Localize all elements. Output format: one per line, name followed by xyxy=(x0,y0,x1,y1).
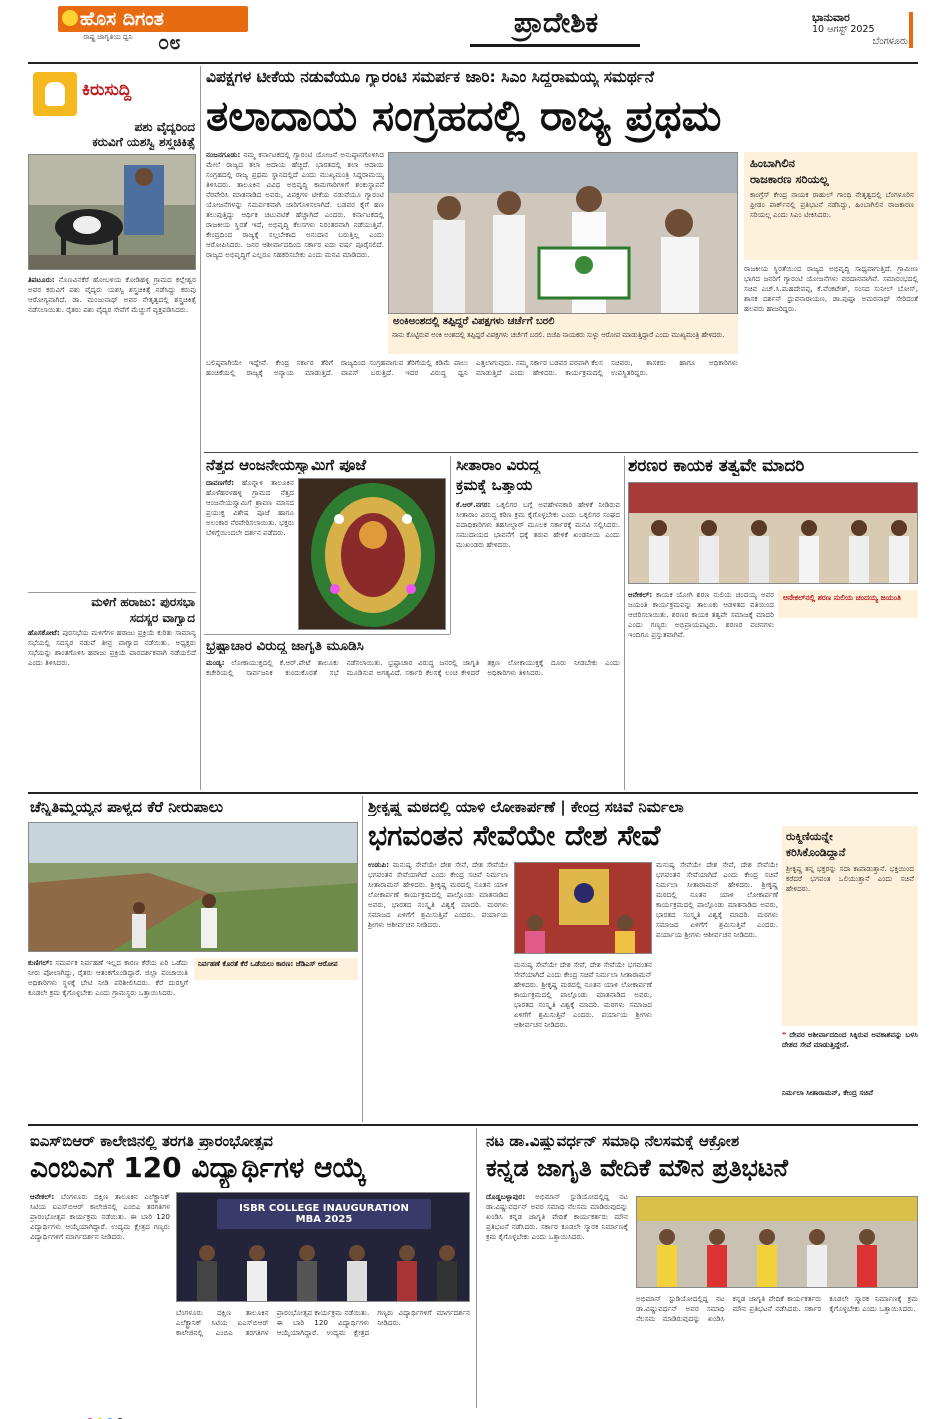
corruption-dateline: ಮಂಡ್ಯ: xyxy=(206,658,225,667)
chennamma-headline: ಚೆನ್ನಿತಿಮ್ಮಯ್ಯನ ಪಾಳ್ಯದ ಕೆರೆ ನೀರುಪಾಲು xyxy=(30,798,224,816)
cm-event-photo xyxy=(388,152,738,314)
anjaneya-text: ಹೊನ್ನಾಳಿ ತಾಲೂಕಿನ ಹೊಳೆಹರಳಹಳ್ಳಿ ಗ್ರಾಮದ ನೆತ್ತದ ಆಂಜನೇಯಸ್ವಾಮಿಗೆ ಶ್ರಾವಣ ಮಾಸದ ಪ್ರಯುಕ್ತ ವಿಶೇಷ ಪೂಜೆ ಹಾಗೂ ಅಲಂಕಾರ ನೆರವೇರಿಸಲಾಯಿತು. ಭಕ್ತರು ಬೆಳಿಗ್ಗೆಯಿಂದಲೇ ದರ್ಶನ ಪಡೆದರು. xyxy=(206,478,294,537)
vishnu-dateline: ದೊಡ್ಡಬಳ್ಳಾಪುರ: xyxy=(486,1192,526,1201)
krishna-photo xyxy=(514,862,652,954)
sharanara-dateline: ಆನೇಕಲ್: xyxy=(628,590,653,599)
isbr-kicker: ಐಎಸ್‌ಬಿಆರ್ ಕಾಲೇಜಿನಲ್ಲಿ ತರಗತಿ ಪ್ರಾರಂಭೋತ್ಸವ xyxy=(30,1132,273,1150)
divider xyxy=(204,634,450,635)
krishna-quote xyxy=(782,1030,918,1086)
krishna-sidebar-title-line2: ಕರಿಸಿಕೊಂಡಿದ್ದಾನೆ xyxy=(786,846,846,859)
story1-headline-line1: ಪಶು ವೈದ್ಯರಿಂದ xyxy=(134,120,195,134)
date-accent-bar xyxy=(909,12,913,48)
isbr-dateline: ಆನೇಕಲ್: xyxy=(30,1192,55,1201)
krishna-sidebar-body: ಶ್ರೀಕೃಷ್ಣ ತನ್ನ ಭಕ್ತರನ್ನು ಸದಾ ಕಾಪಾಡುತ್ತಾನೆ. ಭಕ್ತಿಯಿಂದ ಕರೆದರೆ ಭಗವಂತ ಒಲಿಯುತ್ತಾನೆ ಎಂದು ಸಚಿವೆ ಹೇಳಿದರು. xyxy=(786,864,914,893)
masthead-rule xyxy=(28,62,918,64)
corruption-headline: ಭ್ರಷ್ಟಾಚಾರ ವಿರುದ್ಧ ಜಾಗೃತಿ ಮೂಡಿಸಿ xyxy=(206,638,364,654)
krishna-kicker: ಶ್ರೀಕೃಷ್ಣ ಮಠದಲ್ಲಿ ಯಾಳಿ ಲೋಕಾರ್ಪಣೆ | ಕೇಂದ್ರ ಸಚಿವೆ ನಿರ್ಮಲಾ xyxy=(368,798,684,816)
sidebar-title-line2: ರಾಜಕಾರಣ ಸರಿಯಲ್ಲ xyxy=(750,172,829,186)
story2-body xyxy=(28,628,196,788)
lead-body2: ಬಲಿಷ್ಠವಾಗಿಯೇ ಇದ್ದೇವೆ. ಕೇಂದ್ರ ಸರ್ಕಾರ ತೆರಿಗೆ ಹಂಚಿಕೆಯಲ್ಲಿ ರಾಜ್ಯಕ್ಕೆ ಅನ್ಯಾಯ ಮಾಡುತ್ತಿದೆ. ರಾಜ್ಯದಿಂದ ಸಂಗ್ರಹವಾಗುವ ತೆರಿಗೆಯಲ್ಲಿ ಕಡಿಮೆ ಪಾಲು ವಾಪಸ್ ಬರುತ್ತಿದೆ. ಇದರ ವಿರುದ್ಧ ಧ್ವನಿ ಎತ್ತಲಾಗುವುದು. ನಮ್ಮ ಸರ್ಕಾರ ಬಡವರ ಪರವಾಗಿ ಕೆಲಸ ಮಾಡುತ್ತಿದೆ ಎಂದು ಹೇಳಿದರು. ಕಾರ್ಯಕ್ರಮದಲ್ಲಿ ಸಚಿವರು, ಶಾಸಕರು ಹಾಗೂ ಅಧಿಕಾರಿಗಳು ಉಪಸ್ಥಿತರಿದ್ದರು. xyxy=(206,358,738,377)
photo-caption-body: ನಾನು ಕೊಟ್ಟಿರುವ ಅಂಕಿ ಅಂಶದಲ್ಲಿ ತಪ್ಪಿದ್ದರೆ ವಿಪಕ್ಷಗಳು ಚರ್ಚೆಗೆ ಬರಲಿ. ಬಿಜೆಪಿ ನಾಯಕರು ಸುಳ್ಳು ಆರೋಪ ಮಾಡುತ್ತಿದ್ದಾರೆ ಎಂದು ಮುಖ್ಯಮಂತ್ರಿ ಹೇಳಿದರು. xyxy=(392,331,725,339)
sharanara-body xyxy=(628,590,774,788)
chennamma-box-label: ನಿರ್ವಹಣೆ ಕೊರತೆ ಕೆರೆ ಒಡೆಯಲು ಕಾರಣ: ಜೆಡಿಎಸ್ ಆರೋಪ xyxy=(198,960,338,968)
column-divider xyxy=(362,796,363,1122)
lake-photo xyxy=(28,822,358,952)
page-number: ೦೮ xyxy=(158,30,181,54)
sidebar-body2: ರಾಜಕೀಯ ಸ್ಥಿರತೆಯಿಂದ ರಾಜ್ಯದ ಅಭಿವೃದ್ಧಿ ಸಾಧ್ಯವಾಗುತ್ತಿದೆ. ಗ್ರಾಮೀಣ ಭಾಗದ ಜನರಿಗೆ ಗ್ಯಾರಂಟಿ ಯೋಜನೆಗಳು ವರದಾನವಾಗಿವೆ. ಸಮಾರಂಭದಲ್ಲಿ ಸಚಿವ ಎಚ್.ಸಿ.ಮಹದೇವಪ್ಪ, ಕೆ.ವೆಂಕಟೇಶ್, ಸಂಸದ ಸುನೀಲ್ ಬೋಸ್, ಶಾಸಕ ದರ್ಶನ್ ಧ್ರುವನಾರಾಯಣ, ಡಾ.ಪುಷ್ಪಾ ಅಮರನಾಥ್ ಸೇರಿದಂತೆ ಹಲವರು ಹಾಜರಿದ್ದರು. xyxy=(744,264,918,313)
sharanara-headline: ಶರಣರ ಕಾಯಕ ತತ್ವವೇ ಮಾದರಿ xyxy=(628,456,805,476)
story1-headline-line2: ಕರುವಿಗೆ ಯಶಸ್ವಿ ಶಸ್ತ್ರಚಿಕಿತ್ಸೆ xyxy=(92,135,195,149)
anjaneya-dateline: ದಾವಣಗೆರೆ: xyxy=(206,478,235,487)
seetharam-headline-line2: ಕ್ರಮಕ್ಕೆ ಒತ್ತಾಯ xyxy=(456,476,533,494)
registration-marks xyxy=(86,1410,126,1418)
logo-text: ಹೊಸ ದಿಗಂತ xyxy=(58,6,248,32)
day: ಭಾನುವಾರ xyxy=(812,11,850,24)
vishnu-photo xyxy=(636,1196,918,1288)
vishnu-body xyxy=(486,1192,628,1404)
section-title: ಪ್ರಾದೇಶಿಕ xyxy=(513,6,599,39)
story1-text: ನೊಣವಿನಕೆರೆ ಹೋಬಳಿಯ ಕೋಡಿಹಳ್ಳಿ ಗ್ರಾಮದ ಕಲ್ಲೇಶ್ವರ ಅವರ ಕರುವಿಗೆ ಪಶು ವೈದ್ಯರು ಯಶಸ್ವಿ ಶಸ್ತ್ರಚಿಕಿತ್ಸೆ ನಡೆಸಿದ್ದು ಕರುವು ಆರೋಗ್ಯವಾಗಿದೆ. ಡಾ. ಮಂಜುನಾಥ್ ಅವರ ನೇತೃತ್ವದಲ್ಲಿ ಶಸ್ತ್ರಚಿಕಿತ್ಸೆ ನಡೆಸಲಾಯಿತು. ರೈತರು ಪಶು ವೈದ್ಯರ ಸೇವೆಗೆ ಮೆಚ್ಚುಗೆ ವ್ಯಕ್ತಪಡಿಸಿದರು. xyxy=(28,275,196,314)
corruption-text: ಲೋಕಾಯುಕ್ತದಲ್ಲಿ ಕೆ.ಆರ್.ಪೇಟೆ ತಾಲೂಕು ಕಚೇರಿಯಲ್ಲಿ ಸಾರ್ವಜನಿಕ ಕುಂದುಕೊರತೆ ಸಭೆ ನಡೆಸಲಾಯಿತು. ಭ್ರಷ್ಟಾಚಾರ ವಿರುದ್ಧ ಜನರಲ್ಲಿ ಜಾಗೃತಿ ಮೂಡಿಸುವ ಅಗತ್ಯವಿದೆ. ಸರ್ಕಾರಿ ಕೆಲಸಕ್ಕೆ ಲಂಚ ಕೇಳಿದರೆ ತಕ್ಷಣ ಲೋಕಾಯುಕ್ತಕ್ಕೆ ದೂರು ನೀಡಬೇಕು ಎಂದು ಅಧಿಕಾರಿಗಳು ತಿಳಿಸಿದರು. xyxy=(206,658,620,677)
isbr-banner: ISBR COLLEGE INAUGURATION MBA 2025 xyxy=(239,1203,409,1225)
vishnu-headline: ಕನ್ನಡ ಜಾಗೃತಿ ವೇದಿಕೆ ಮೌನ ಪ್ರತಿಭಟನೆ xyxy=(486,1154,788,1182)
isbr-photo xyxy=(176,1192,470,1302)
sharanara-photo xyxy=(628,482,918,584)
krishna-body-col3: ಮನುಷ್ಯ ಸೇವೆಯೇ ದೇಶ ಸೇವೆ, ದೇಶ ಸೇವೆಯೇ ಭಗವಂತನ ಸೇವೆಯಾಗಿದೆ ಎಂದು ಕೇಂದ್ರ ಸಚಿವೆ ನಿರ್ಮಲಾ ಸೀತಾರಾಮನ್ ಹೇಳಿದರು. ಶ್ರೀಕೃಷ್ಣ ಮಠದಲ್ಲಿ ನೂತನ ಯಾಳಿ ಲೋಕಾರ್ಪಣೆ ಕಾರ್ಯಕ್ರಮದಲ್ಲಿ ಪಾಲ್ಗೊಂಡು ಮಾತನಾಡಿದ ಅವರು, ಭಾರತದ ಸಂಸ್ಕೃತಿ ವಿಶ್ವಕ್ಕೆ ಮಾದರಿ. ಮಠಗಳು ಸಮಾಜದ ಏಳಿಗೆಗೆ ಶ್ರಮಿಸುತ್ತಿವೆ ಎಂದರು. ಪರ್ಯಾಯ ಶ್ರೀಗಳು ಆಶೀರ್ವಚನ ನೀಡಿದರು. xyxy=(656,860,778,939)
section-underline xyxy=(470,44,640,47)
vishnu-body-cont: ಅಭಿಮಾನ್ ಸ್ಟುಡಿಯೋದಲ್ಲಿದ್ದ ನಟ ಡಾ.ವಿಷ್ಣುವರ್ಧನ್ ಅವರ ಸಮಾಧಿ ನೆಲಸಮ ಮಾಡಿರುವುದನ್ನು ಖಂಡಿಸಿ ಕನ್ನಡ ಜಾಗೃತಿ ವೇದಿಕೆ ಕಾರ್ಯಕರ್ತರು ಮೌನ ಪ್ರತಿಭಟನೆ ನಡೆಸಿದರು. ಸರ್ಕಾರ ಕೂಡಲೇ ಸ್ಮಾರಕ ನಿರ್ಮಾಣಕ್ಕೆ ಕ್ರಮ ಕೈಗೊಳ್ಳಬೇಕು ಎಂದು ಒತ್ತಾಯಿಸಿದರು. xyxy=(636,1294,918,1323)
anjaneya-photo-svg xyxy=(299,479,446,630)
story2-headline-line1: ಮಳಿಗೆ ಹರಾಜು: ಪುರಸಭಾ xyxy=(91,595,195,609)
sharanara-photo-svg xyxy=(629,483,918,584)
krishna-photo-svg xyxy=(515,863,652,954)
column-divider xyxy=(624,456,625,790)
column-divider xyxy=(450,456,451,634)
corruption-body xyxy=(206,658,620,788)
hand-icon xyxy=(33,72,77,116)
column-divider xyxy=(476,1128,477,1408)
lake-photo-svg xyxy=(29,823,358,952)
lead-body xyxy=(206,150,384,350)
krishna-dateline: ಉಡುಪಿ: xyxy=(368,860,390,869)
krishna-text: ಮನುಷ್ಯ ಸೇವೆಯೇ ದೇಶ ಸೇವೆ, ದೇಶ ಸೇವೆಯೇ ಭಗವಂತನ ಸೇವೆಯಾಗಿದೆ ಎಂದು ಕೇಂದ್ರ ಸಚಿವೆ ನಿರ್ಮಲಾ ಸೀತಾರಾಮನ್ ಹೇಳಿದರು. ಶ್ರೀಕೃಷ್ಣ ಮಠದಲ್ಲಿ ನೂತನ ಯಾಳಿ ಲೋಕಾರ್ಪಣೆ ಕಾರ್ಯಕ್ರಮದಲ್ಲಿ ಪಾಲ್ಗೊಂಡು ಮಾತನಾಡಿದ ಅವರು, ಭಾರತದ ಸಂಸ್ಕೃತಿ ವಿಶ್ವಕ್ಕೆ ಮಾದರಿ. ಮಠಗಳು ಸಮಾಜದ ಏಳಿಗೆಗೆ ಶ್ರಮಿಸುತ್ತಿವೆ ಎಂದರು. ಪರ್ಯಾಯ ಶ್ರೀಗಳು ಆಶೀರ್ವಚನ ನೀಡಿದರು. xyxy=(368,860,508,929)
column-divider xyxy=(200,66,201,790)
anjaneya-headline: ನೆತ್ತದ ಆಂಜನೇಯಸ್ವಾಮಿಗೆ ಪೂಜೆ xyxy=(206,456,367,474)
krishna-sidebar-title-line1: ರುಕ್ಮಿಣಿಯನ್ನೇ xyxy=(786,830,833,843)
logo-tagline: ರಾಷ್ಟ್ರ ಜಾಗೃತಿಯ ಧ್ವನಿ xyxy=(83,33,133,41)
chennamma-dateline: ಕುಣಿಗಲ್: xyxy=(28,958,53,967)
kiru-suddi-label: ಕಿರುಸುದ್ದಿ xyxy=(82,80,132,100)
sharanara-caption: ಆನೇಕಲ್‌ನಲ್ಲಿ ಶರಣ ನುಲಿಯ ಚಂದಯ್ಯ ಜಯಂತಿ xyxy=(783,593,902,602)
anjaneya-photo xyxy=(298,478,446,630)
sidebar-title-line1: ಹಿಂಬಾಗಿಲಿನ xyxy=(750,156,795,170)
isbr-text: ಬೆಂಗಳೂರು ದಕ್ಷಿಣ ತಾಲೂಕಿನ ಎಲೆಕ್ಟ್ರಾನಿಕ್ ಸಿಟಿಯ ಐಎಸ್‌ಬಿಆರ್ ಕಾಲೇಜಿನಲ್ಲಿ ಎಂಬಿಎ ತರಗತಿಗಳ ಪ್ರಾರಂಭೋತ್ಸವ ಕಾರ್ಯಕ್ರಮ ನಡೆಯಿತು. ಈ ಬಾರಿ 120 ವಿದ್ಯಾರ್ಥಿಗಳು ಆಯ್ಕೆಯಾಗಿದ್ದಾರೆ. ಉದ್ಯಮ ಕ್ಷೇತ್ರದ ಗಣ್ಯರು ವಿದ್ಯಾರ್ಥಿಗಳಿಗೆ ಮಾರ್ಗದರ್ಶನ ನೀಡಿದರು. xyxy=(30,1192,170,1241)
krishna-quote-author: ನಿರ್ಮಲಾ ಸೀತಾರಾಮನ್, ಕೇಂದ್ರ ಸಚಿವೆ xyxy=(782,1088,874,1097)
seetharam-dateline: ಕೆ.ಆರ್.ನಗರ: xyxy=(456,500,491,509)
story1-body xyxy=(28,275,196,590)
lead-headline: ತಲಾದಾಯ ಸಂಗ್ರಹದಲ್ಲಿ ರಾಜ್ಯ ಪ್ರಥಮ xyxy=(206,91,722,140)
dateline xyxy=(812,12,908,48)
divider xyxy=(28,592,196,593)
story1-dateline: ತಿಪಟೂರು: xyxy=(28,275,55,284)
section-rule xyxy=(28,1124,918,1126)
quote-icon: ❝ xyxy=(782,1030,790,1039)
newspaper-logo[interactable] xyxy=(58,6,248,54)
vishnu-kicker: ನಟ ಡಾ.ವಿಷ್ಣುವರ್ಧನ್ ಸಮಾಧಿ ನೆಲಸಮಕ್ಕೆ ಆಕ್ರೋಶ xyxy=(486,1132,740,1150)
calf-photo-svg xyxy=(29,155,196,270)
vishnu-text: ಅಭಿಮಾನ್ ಸ್ಟುಡಿಯೋದಲ್ಲಿದ್ದ ನಟ ಡಾ.ವಿಷ್ಣುವರ್ಧನ್ ಅವರ ಸಮಾಧಿ ನೆಲಸಮ ಮಾಡಿರುವುದನ್ನು ಖಂಡಿಸಿ ಕನ್ನಡ ಜಾಗೃತಿ ವೇದಿಕೆ ಕಾರ್ಯಕರ್ತರು ಮೌನ ಪ್ರತಿಭಟನೆ ನಡೆಸಿದರು. ಸರ್ಕಾರ ಕೂಡಲೇ ಸ್ಮಾರಕ ನಿರ್ಮಾಣಕ್ಕೆ ಕ್ರಮ ಕೈಗೊಳ್ಳಬೇಕು ಎಂದು ಒತ್ತಾಯಿಸಿದರು. xyxy=(486,1192,628,1241)
krishna-body xyxy=(368,860,508,1118)
divider xyxy=(204,452,918,453)
isbr-headline: ಎಂಬಿಎಗೆ 120 ವಿದ್ಯಾರ್ಥಿಗಳ ಆಯ್ಕೆ xyxy=(30,1151,367,1184)
krishna-headline: ಭಗವಂತನ ಸೇವೆಯೇ ದೇಶ ಸೇವೆ xyxy=(368,819,661,852)
story2-dateline: ಹೊಸಕೋಟೆ: xyxy=(28,628,60,637)
krishna-quote-text: ದೇವರ ಆಶೀರ್ವಾದದಿಂದ ಸಿಕ್ಕಿರುವ ಅವಕಾಶವನ್ನು ಬಳಸಿ ದೇಶದ ಸೇವೆ ಮಾಡುತ್ತಿದ್ದೇನೆ. xyxy=(782,1030,918,1049)
isbr-body xyxy=(30,1192,170,1404)
sun-icon xyxy=(62,10,78,26)
section-rule xyxy=(28,792,918,794)
cm-event-photo-svg xyxy=(389,153,738,314)
date: 10 ಆಗಸ್ಟ್ 2025 xyxy=(812,24,875,35)
chennamma-text: ಸಮರ್ಪಕ ನಿರ್ವಹಣೆ ಇಲ್ಲದ ಕಾರಣ ಕೆರೆಯ ಏರಿ ಒಡೆದು ನೀರು ಪೋಲಾಗಿದ್ದು, ರೈತರು ಆತಂಕಗೊಂಡಿದ್ದಾರೆ. ಜಿಲ್ಲಾ ಪಂಚಾಯಿತಿ ಅಧಿಕಾರಿಗಳು ಸ್ಥಳಕ್ಕೆ ಭೇಟಿ ನೀಡಿ ಪರಿಶೀಲಿಸಿದರು. ಕೆರೆ ದುರಸ್ತಿಗೆ ಕೂಡಲೇ ಕ್ರಮ ಕೈಗೊಳ್ಳಬೇಕು ಎಂದು ಗ್ರಾಮಸ್ಥರು ಒತ್ತಾಯಿಸಿದರು. xyxy=(28,958,188,997)
seetharam-headline-line1: ಸೀತಾರಾಂ ವಿರುದ್ಧ xyxy=(456,456,540,474)
city: ಬೆಂಗಳೂರು xyxy=(872,36,908,47)
story2-headline-line2: ಸದಸ್ಯರ ವಾಗ್ವಾದ xyxy=(129,611,195,625)
lead-kicker: ವಿಪಕ್ಷಗಳ ಟೀಕೆಯ ನಡುವೆಯೂ ಗ್ಯಾರಂಟಿ ಸಮರ್ಪಕ ಜಾರಿ: ಸಿಎಂ ಸಿದ್ದರಾಮಯ್ಯ ಸಮರ್ಥನೆ xyxy=(206,68,655,86)
chennamma-body xyxy=(28,958,188,1118)
krishna-body-cont: ಮನುಷ್ಯ ಸೇವೆಯೇ ದೇಶ ಸೇವೆ, ದೇಶ ಸೇವೆಯೇ ಭಗವಂತನ ಸೇವೆಯಾಗಿದೆ ಎಂದು ಕೇಂದ್ರ ಸಚಿವೆ ನಿರ್ಮಲಾ ಸೀತಾರಾಮನ್ ಹೇಳಿದರು. ಶ್ರೀಕೃಷ್ಣ ಮಠದಲ್ಲಿ ನೂತನ ಯಾಳಿ ಲೋಕಾರ್ಪಣೆ ಕಾರ್ಯಕ್ರಮದಲ್ಲಿ ಪಾಲ್ಗೊಂಡು ಮಾತನಾಡಿದ ಅವರು, ಭಾರತದ ಸಂಸ್ಕೃತಿ ವಿಶ್ವಕ್ಕೆ ಮಾದರಿ. ಮಠಗಳು ಸಮಾಜದ ಏಳಿಗೆಗೆ ಶ್ರಮಿಸುತ್ತಿವೆ ಎಂದರು. ಪರ್ಯಾಯ ಶ್ರೀಗಳು ಆಶೀರ್ವಚನ ನೀಡಿದರು. xyxy=(514,960,652,1029)
isbr-body-cont: ಬೆಂಗಳೂರು ದಕ್ಷಿಣ ತಾಲೂಕಿನ ಎಲೆಕ್ಟ್ರಾನಿಕ್ ಸಿಟಿಯ ಐಎಸ್‌ಬಿಆರ್ ಕಾಲೇಜಿನಲ್ಲಿ ಎಂಬಿಎ ತರಗತಿಗಳ ಪ್ರಾರಂಭೋತ್ಸವ ಕಾರ್ಯಕ್ರಮ ನಡೆಯಿತು. ಈ ಬಾರಿ 120 ವಿದ್ಯಾರ್ಥಿಗಳು ಆಯ್ಕೆಯಾಗಿದ್ದಾರೆ. ಉದ್ಯಮ ಕ್ಷೇತ್ರದ ಗಣ್ಯರು ವಿದ್ಯಾರ್ಥಿಗಳಿಗೆ ಮಾರ್ಗದರ್ಶನ ನೀಡಿದರು. xyxy=(176,1308,470,1337)
calf-photo xyxy=(28,154,196,270)
lead-text: ನಮ್ಮ ಕರ್ನಾಟಕದಲ್ಲಿ ಗ್ಯಾರಂಟಿ ಯೋಜನೆ ಅನುಷ್ಠಾನಗೊಳಿಸಿದ ಮೇಲೆ ರಾಜ್ಯದ ತಲಾ ಆದಾಯ ಹೆಚ್ಚಿದೆ. ಭಾರತದಲ್ಲಿ ತಲಾ ಆದಾಯ ಸಂಗ್ರಹದಲ್ಲಿ ರಾಜ್ಯ ಪ್ರಥಮ ಸ್ಥಾನದಲ್ಲಿದೆ ಎಂದು ಮುಖ್ಯಮಂತ್ರಿ ಸಿದ್ದರಾಮಯ್ಯ ತಿಳಿಸಿದರು. ತಾಲೂಕಿನ ವಿವಿಧ ಅಭಿವೃದ್ಧಿ ಕಾಮಗಾರಿಗಳಿಗೆ ಶಂಕುಸ್ಥಾಪನೆ ನೆರವೇರಿಸಿ ಮಾತನಾಡಿದ ಅವರು, ವಿಪಕ್ಷಗಳ ಟೀಕೆಯ ನಡುವೆಯೂ ಗ್ಯಾರಂಟಿ ಯೋಜನೆಗಳನ್ನು ಸಮರ್ಪಕವಾಗಿ ಜಾರಿಗೊಳಿಸಲಾಗಿದೆ. ಬಡವರ ಕೈಗೆ ಹಣ ತಲುಪುತ್ತಿದ್ದು ಆರ್ಥಿಕ ಚಟುವಟಿಕೆ ಹೆಚ್ಚಾಗಿದೆ ಎಂದರು. ಕರ್ನಾಟಕದಲ್ಲಿ ರಾಜಕೀಯ ಸ್ಥಿರತೆ ಇದೆ, ಅಭಿವೃದ್ಧಿ ಕೆಲಸಗಳು ನಿರಂತರವಾಗಿ ನಡೆಯುತ್ತಿವೆ. ಕೇಂದ್ರದಿಂದ ರಾಜ್ಯಕ್ಕೆ ಸಲ್ಲಬೇಕಾದ ಅನುದಾನ ಬರುತ್ತಿಲ್ಲ ಎಂದು ಆರೋಪಿಸಿದರು. ಜನರ ಆಶೀರ್ವಾದದಿಂದ ಸರ್ಕಾರ ಐದು ವರ್ಷ ಪೂರೈಸಲಿದೆ. ರಾಜ್ಯದ ಅಭಿವೃದ್ಧಿಗೆ ಎಲ್ಲರೂ ಸಹಕರಿಸಬೇಕು ಎಂದು ಮನವಿ ಮಾಡಿದರು. xyxy=(206,150,384,259)
sharanara-text: ಕಾಯಕ ಯೋಗಿ ಶರಣ ನುಲಿಯ ಚಂದಯ್ಯ ಅವರ ಜಯಂತಿ ಕಾರ್ಯಕ್ರಮವನ್ನು ತಾಲೂಕು ಆಡಳಿತದ ವತಿಯಿಂದ ಆಚರಿಸಲಾಯಿತು. ಶರಣರ ಕಾಯಕ ತತ್ವವೇ ಸಮಾಜಕ್ಕೆ ಮಾದರಿ ಎಂದು ಗಣ್ಯರು ಅಭಿಪ್ರಾಯಪಟ್ಟರು. ಶರಣರ ವಚನಗಳು ಇಂದಿಗೂ ಪ್ರಸ್ತುತವಾಗಿವೆ. xyxy=(628,590,774,639)
photo-caption-title: ಅಂಕಿಅಂಶದಲ್ಲಿ ತಪ್ಪಿದ್ದರೆ ವಿಪಕ್ಷಗಳು ಚರ್ಚೆಗೆ ಬರಲಿ xyxy=(393,316,555,327)
anjaneya-body xyxy=(206,478,294,630)
masthead xyxy=(0,0,945,62)
story2-text: ಪುರಸಭೆಯ ಮಳಿಗೆಗಳ ಹರಾಜು ಪ್ರಕ್ರಿಯೆ ಕುರಿತು ಸಾಮಾನ್ಯ ಸಭೆಯಲ್ಲಿ ಸದಸ್ಯರ ನಡುವೆ ತೀವ್ರ ವಾಗ್ವಾದ ನಡೆಯಿತು. ಅಧ್ಯಕ್ಷರು ಸಭೆಯನ್ನು ಶಾಂತಗೊಳಿಸಿ ಹರಾಜು ಪ್ರಕ್ರಿಯೆ ಪಾರದರ್ಶಕವಾಗಿ ನಡೆಯಲಿದೆ ಎಂದು ತಿಳಿಸಿದರು. xyxy=(28,628,196,667)
vishnu-photo-svg xyxy=(637,1197,918,1288)
sidebar-body: ಕಾಂಗ್ರೆಸ್ ಕೇಂದ್ರ ನಾಯಕ ರಾಹುಲ್ ಗಾಂಧಿ ನೇತೃತ್ವದಲ್ಲಿ ಬೆಂಗಳೂರಿನ ಫ್ರೀಡಂ ಪಾರ್ಕ್‌ನಲ್ಲಿ ಪ್ರತಿಭಟನೆ ನಡೆಸಿದ್ದು, ಹಿಂಬಾಗಿಲಿನ ರಾಜಕಾರಣ ಸರಿಯಲ್ಲ ಎಂದು ಸಿಎಂ ಟೀಕಿಸಿದರು. xyxy=(750,190,914,219)
seetharam-text: ಒಕ್ಕಲಿಗರ ಬಗ್ಗೆ ಅವಹೇಳನಕಾರಿ ಹೇಳಿಕೆ ನೀಡಿರುವ ಸೀತಾರಾಂ ವಿರುದ್ಧ ಕಠಿಣ ಕ್ರಮ ಕೈಗೊಳ್ಳಬೇಕು ಎಂದು ಒಕ್ಕಲಿಗರ ಸಂಘದ ಪದಾಧಿಕಾರಿಗಳು ತಹಸೀಲ್ದಾರ್ ಮೂಲಕ ಸರ್ಕಾರಕ್ಕೆ ಮನವಿ ಸಲ್ಲಿಸಿದರು. ಸಮುದಾಯದ ಭಾವನೆಗೆ ಧಕ್ಕೆ ತರುವ ಹೇಳಿಕೆ ಖಂಡನೀಯ ಎಂದು ಮುಖಂಡರು ಹೇಳಿದರು. xyxy=(456,500,620,549)
lead-dateline: ನಂಜನಗೂಡು: xyxy=(206,150,241,159)
